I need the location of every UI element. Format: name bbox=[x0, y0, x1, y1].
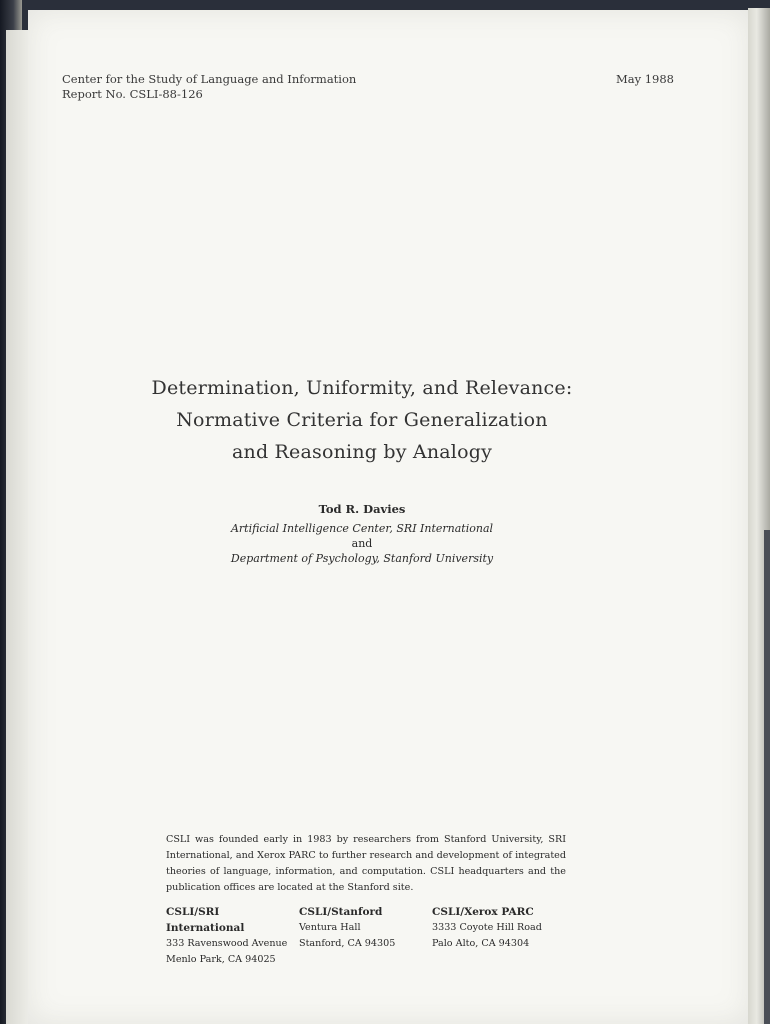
location-name: CSLI/Stanford bbox=[299, 906, 383, 918]
location-street: 3333 Coyote Hill Road bbox=[432, 922, 542, 933]
location-sri bbox=[166, 904, 299, 968]
report-header bbox=[62, 72, 356, 102]
title-line-2: Normative Criteria for Generalization bbox=[176, 409, 548, 431]
location-city: Menlo Park, CA 94025 bbox=[166, 954, 276, 965]
csli-description: CSLI was founded early in 1983 by researchers from Stanford University, SRI International, and Xerox PARC to further research and development of integrated theories of language, information, and computation. CSLI headquarters and the publication offices are located at the Stanford site. bbox=[166, 834, 566, 893]
csli-footer bbox=[166, 832, 566, 968]
location-city: Palo Alto, CA 94304 bbox=[432, 938, 530, 949]
location-stanford bbox=[299, 904, 432, 968]
author-affiliation-1: Artificial Intelligence Center, SRI International bbox=[230, 522, 494, 535]
report-cover-page bbox=[28, 10, 750, 1024]
location-street: 333 Ravenswood Avenue bbox=[166, 938, 288, 949]
location-name: CSLI/SRI International bbox=[166, 906, 245, 934]
author-name: Tod R. Davies bbox=[318, 502, 406, 516]
author-affiliation-2: Department of Psychology, Stanford University bbox=[230, 552, 494, 565]
location-parc bbox=[432, 904, 565, 968]
title-line-3: and Reasoning by Analogy bbox=[231, 441, 493, 463]
report-date: May 1988 bbox=[615, 72, 674, 86]
author-block bbox=[28, 502, 696, 566]
csli-locations bbox=[166, 904, 566, 968]
scan-edge-right bbox=[764, 530, 770, 1024]
location-street: Ventura Hall bbox=[299, 922, 361, 933]
affiliation-conjunction: and bbox=[351, 537, 373, 550]
institution-name: Center for the Study of Language and Information bbox=[62, 72, 357, 86]
paper-title bbox=[28, 372, 696, 468]
location-city: Stanford, CA 94305 bbox=[299, 938, 396, 949]
report-number: Report No. CSLI-88-126 bbox=[62, 87, 203, 101]
title-line-1: Determination, Uniformity, and Relevance: bbox=[151, 377, 573, 399]
location-name: CSLI/Xerox PARC bbox=[432, 906, 534, 918]
